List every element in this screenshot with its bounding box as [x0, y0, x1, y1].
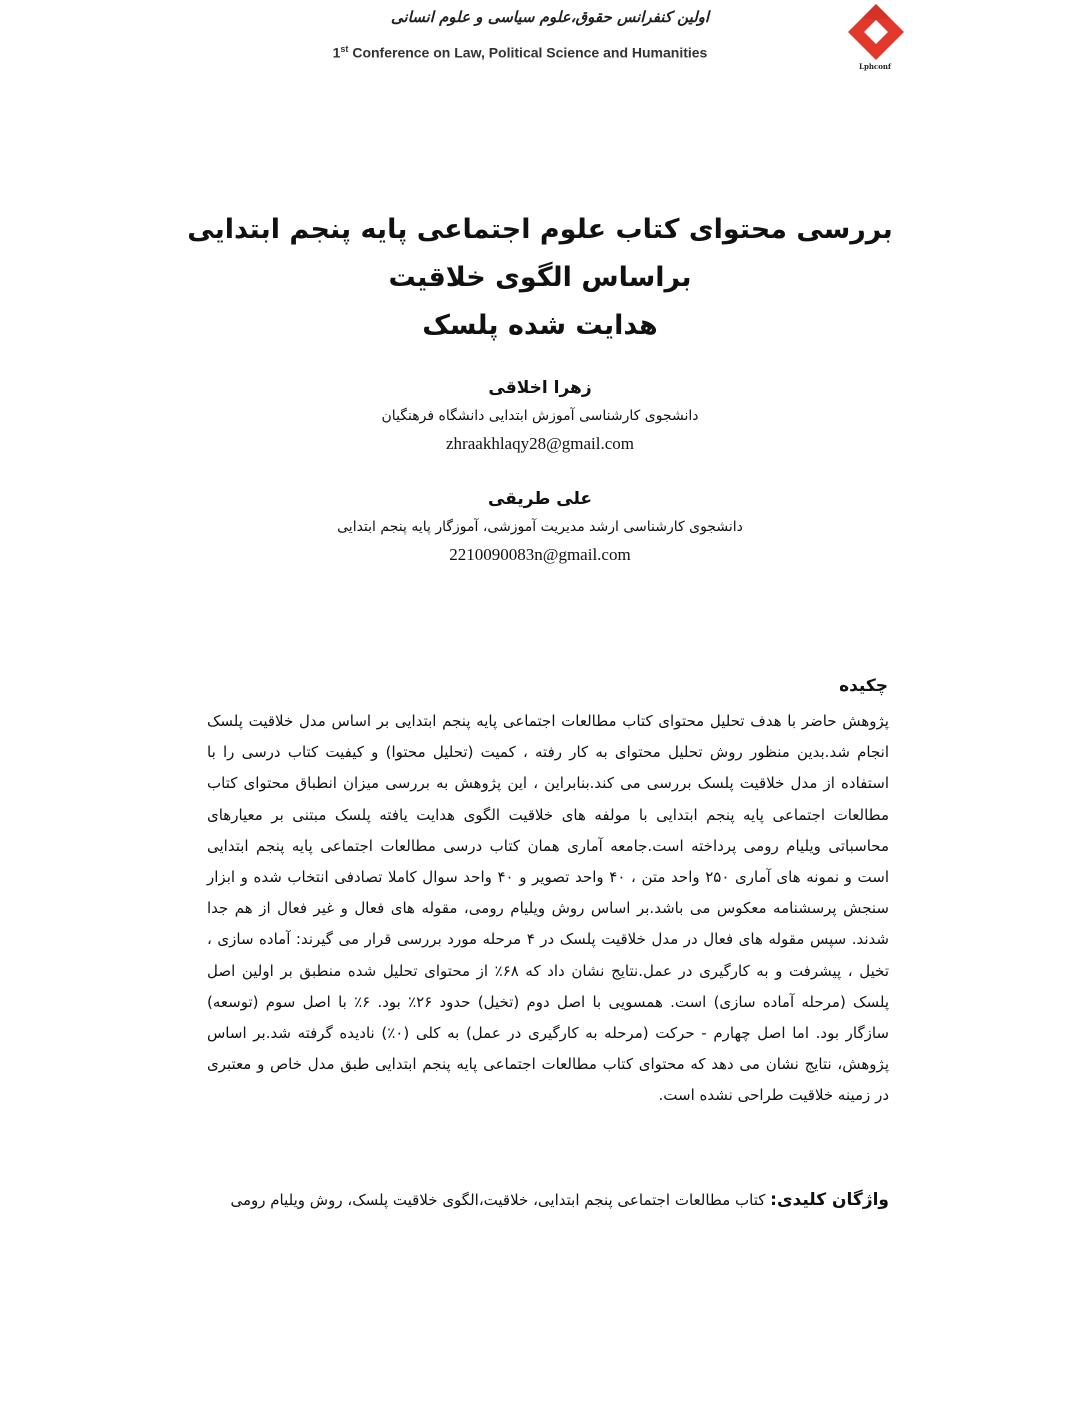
paper-title-line-2: هدایت شده پلسک: [422, 310, 658, 341]
author-affiliation: دانشجوی کارشناسی آموزش ابتدایی دانشگاه فرهنگیان: [381, 408, 699, 424]
author-email: zhraakhlaqy28@gmail.com: [446, 434, 634, 453]
conference-ordinal: 1: [332, 44, 341, 61]
author-name: علی طریقی: [487, 489, 593, 509]
paper-title-line-1: بررسی محتوای کتاب علوم اجتماعی پایه پنجم ابتدایی براساس الگوی خلاقیت: [187, 214, 893, 293]
paper-title: [130, 206, 950, 350]
author-block-1: [240, 374, 840, 458]
conference-ordinal-suffix: st: [340, 44, 349, 54]
keywords-label: واژگان کلیدی:: [770, 1190, 889, 1210]
author-name: زهرا اخلاقی: [488, 378, 592, 398]
author-email: 2210090083n@gmail.com: [449, 545, 631, 564]
author-block-2: [240, 485, 840, 569]
abstract-heading: چکیده: [839, 676, 888, 696]
keywords: [207, 1185, 889, 1215]
logo-caption: Lphconf: [859, 62, 891, 71]
conference-title-en: [270, 44, 770, 61]
author-affiliation: دانشجوی کارشناسی ارشد مدیریت آموزشی، آموزگار پایه پنجم ابتدایی: [337, 519, 743, 535]
conference-title-fa: اولین کنفرانس حقوق،علوم سیاسی و علوم انسانی: [390, 8, 710, 26]
conference-name: Conference on Law, Political Science and Humanities: [348, 44, 708, 61]
abstract-text: پژوهش حاضر با هدف تحلیل محتوای کتاب مطالعات اجتماعی پایه پنجم ابتدایی بر اساس مدل خلاقیت پلسک انجام شد.بدین منظور روش تحلیل محتوای به کار رفته ، کمیت (تحلیل محتوا) و کیفیت کتاب درسی را با استفاده از مدل خلاقیت پلسک بررسی می کند.بنابراین ، این پژوهش به بررسی میزان انطباق محتوای کتاب مطالعات اجتماعی پایه پنجم ابتدایی با مولفه های خلاقیت الگوی هدایت یافته پلسک مبتنی بر معیارهای محاسباتی ویلیام رومی پرداخته است.جامعه آماری همان کتاب درسی مطالعات اجتماعی پایه پنجم ابتدایی است و نمونه های آماری ۲۵۰ واحد متن ، ۴۰ واحد تصویر و ۴۰ واحد سوال کاملا تصادفی انتخاب شده و ابزار سنجش پرسشنامه معکوس می باشد.بر اساس روش ویلیام رومی، مقوله های فعال و غیر فعال از هم جدا شدند. سپس مقوله های فعال در مدل خلاقیت پلسک در ۴ مرحله مورد بررسی قرار می گیرند: آماده سازی ، تخیل ، پیشرفت و به کارگیری در عمل.نتایج نشان داد که ۶۸٪ از محتوای تحلیل شده منطبق بر اولین اصل پلسک (مرحله آماده سازی) است. همسویی با اصل دوم (تخیل) حدود ۲۶٪ بود. ۶٪ با اصل سوم (توسعه) سازگار بود. اما اصل چهارم - حرکت (مرحله به کارگیری در عمل) به کلی (۰٪) نادیده گرفته شد.بر اساس پژوهش، نتایج نشان می دهد که محتوای کتاب مطالعات اجتماعی پایه پنجم ابتدایی طبق مدل خاص و معتبری در زمینه خلاقیت طراحی نشده است.: [207, 712, 889, 1105]
keywords-text: کتاب مطالعات اجتماعی پنجم ابتدایی، خلاقیت،الگوی خلاقیت پلسک، روش ویلیام رومی: [230, 1191, 771, 1209]
